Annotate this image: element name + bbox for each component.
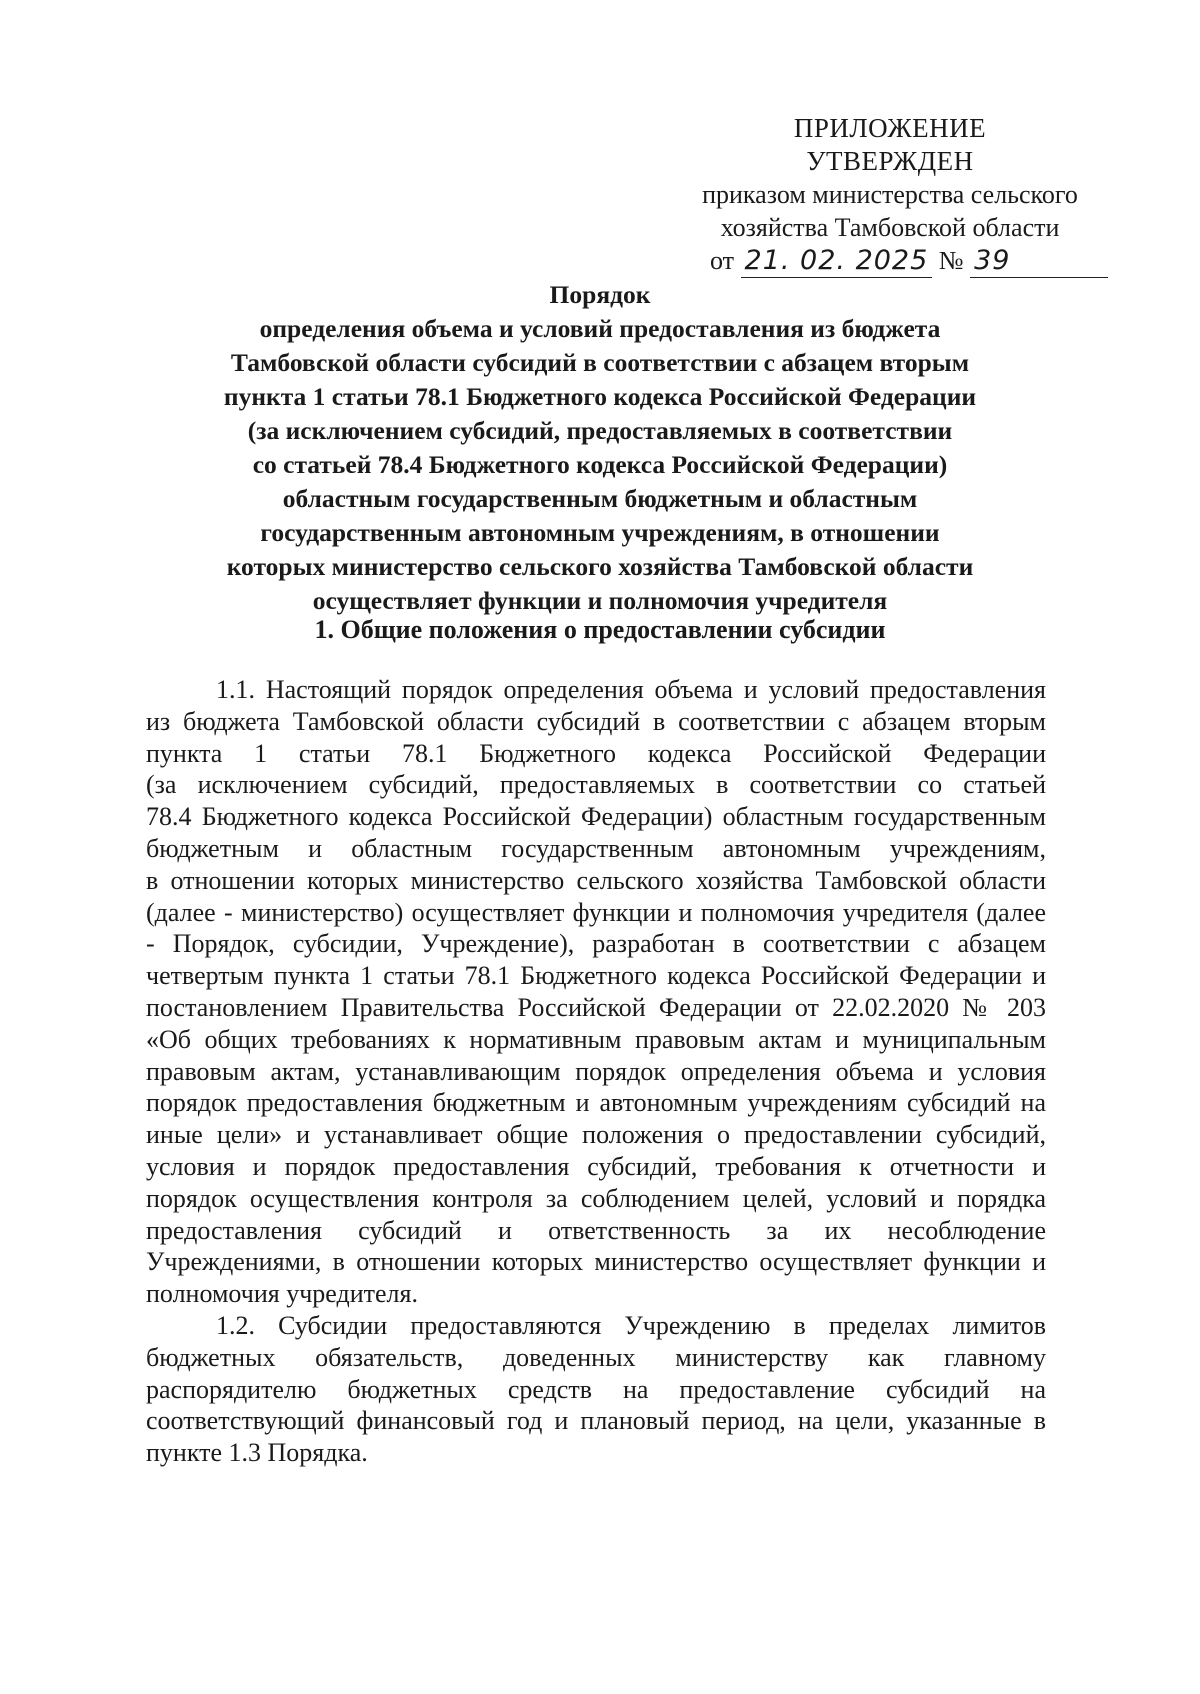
- section-heading: 1. Общие положения о предоставлении субсидии: [314, 615, 886, 644]
- text-line: - Порядок, субсидии, Учреждение), разработан в соответствии с абзацем: [146, 929, 1046, 959]
- text-line: Учреждениями, в отношении которых министерство осуществляет функции и: [146, 1247, 1046, 1277]
- date-number-line: [680, 244, 1100, 278]
- text-line: 1.1. Настоящий порядок определения объема и условий предоставления: [216, 675, 1046, 704]
- text-line: «Об общих требованиях к нормативным правовым актам и муниципальным: [146, 1024, 1046, 1054]
- document-body: [146, 674, 1046, 1469]
- text-line: бюджетных обязательств, доведенных министерству как главному: [146, 1342, 1046, 1372]
- text-line: четвертым пункта 1 статьи 78.1 Бюджетного кодекса Российской Федерации и: [146, 961, 1046, 991]
- text-line: в отношении которых министерство сельского хозяйства Тамбовской области: [146, 865, 1046, 895]
- order-line-2: хозяйства Тамбовской области: [720, 213, 1060, 242]
- text-line: полномочия учредителя.: [146, 1279, 418, 1309]
- title-line: которых министерство сельского хозяйства Тамбовской области: [226, 552, 974, 581]
- document-title: [150, 278, 1050, 618]
- title-line: областным государственным бюджетным и областным: [282, 484, 918, 513]
- text-line: (за исключением субсидий, предоставляемых в соответствии со статьей: [146, 770, 1046, 800]
- from-label: от: [710, 246, 735, 275]
- title-line: (за исключением субсидий, предоставляемых в соответствии: [247, 416, 953, 445]
- text-line: бюджетным и областным государственным автономным учреждениям,: [146, 833, 1046, 863]
- text-line: порядок осуществления контроля за соблюдением целей, условий и порядка: [146, 1183, 1046, 1213]
- handwritten-date: 21. 02. 2025: [741, 244, 933, 278]
- paragraph-1-2: [146, 1310, 1046, 1469]
- text-line: правовым актам, устанавливающим порядок определения объема и условия: [146, 1056, 1046, 1086]
- text-line: иные цели» и устанавливает общие положения о предоставлении субсидий,: [146, 1120, 1046, 1150]
- title-line: Порядок: [549, 280, 651, 309]
- text-line: 78.4 Бюджетного кодекса Российской Федерации) областным государственным: [146, 802, 1046, 832]
- text-line: порядок предоставления бюджетным и автономным учреждениям субсидий на: [146, 1088, 1046, 1118]
- title-line: пункта 1 статьи 78.1 Бюджетного кодекса Российской Федерации: [223, 382, 977, 411]
- text-line: условия и порядок предоставления субсидий, требования к отчетности и: [146, 1151, 1046, 1181]
- paragraph-1-1: [146, 674, 1046, 1310]
- handwritten-number: 39: [970, 244, 1108, 278]
- title-line: государственным автономным учреждениям, в отношении: [260, 518, 940, 547]
- text-line: соответствующий финансовый год и плановый период, на цели, указанные в: [146, 1406, 1046, 1436]
- text-line: 1.2. Субсидии предоставляются Учреждению в пределах лимитов: [216, 1310, 1046, 1340]
- text-line: пункта 1 статьи 78.1 Бюджетного кодекса Российской Федерации: [146, 738, 1046, 768]
- text-line: постановлением Правительства Российской Федерации от 22.02.2020 № 203: [146, 992, 1046, 1022]
- order-line-1: приказом министерства сельского: [702, 180, 1078, 209]
- appendix-label: ПРИЛОЖЕНИЕ: [793, 113, 987, 143]
- title-line: осуществляет функции и полномочия учредителя: [312, 586, 888, 615]
- title-line: Тамбовской области субсидий в соответствии с абзацем вторым: [230, 348, 970, 377]
- number-label: №: [938, 246, 964, 275]
- approved-label: УТВЕРЖДЕН: [806, 146, 974, 176]
- title-line: со статьей 78.4 Бюджетного кодекса Российской Федерации): [252, 450, 948, 479]
- text-line: (далее - министерство) осуществляет функции и полномочия учредителя (далее: [146, 897, 1046, 927]
- text-line: предоставления субсидий и ответственность за их несоблюдение: [146, 1215, 1046, 1245]
- text-line: пункте 1.3 Порядка.: [146, 1438, 368, 1468]
- text-line: из бюджета Тамбовской области субсидий в соответствии с абзацем вторым: [146, 706, 1046, 736]
- text-line: распорядителю бюджетных средств на предоставление субсидий на: [146, 1374, 1046, 1404]
- approval-block: [680, 112, 1100, 278]
- title-line: определения объема и условий предоставления из бюджета: [259, 314, 941, 343]
